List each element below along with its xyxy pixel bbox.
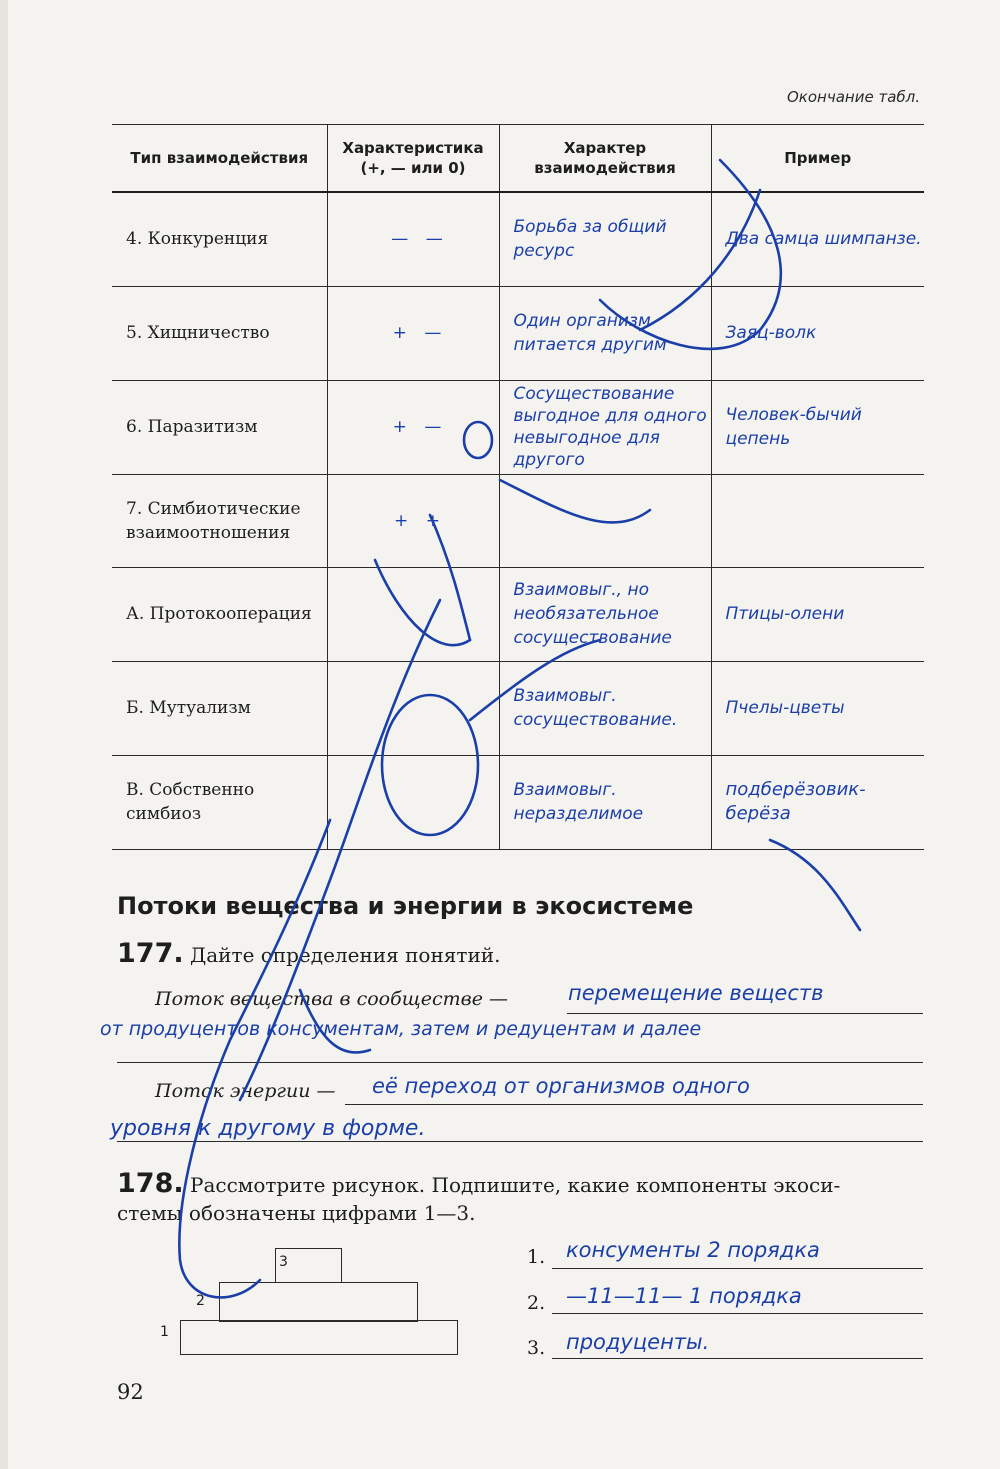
pyramid-label-1: 1 (160, 1324, 169, 1340)
cell-nature: Взаимовыг., но необязательное сосуществование (499, 567, 711, 661)
pen-stroke (770, 840, 860, 930)
answer-energy-line-2: уровня к другому в форме. (110, 1116, 426, 1141)
page-number: 92 (117, 1380, 144, 1404)
header-example: Пример (711, 125, 924, 193)
task-prompt-line-2: стемы обозначены цифрами 1—3. (117, 1201, 476, 1225)
answer-underline (345, 1104, 923, 1105)
pyramid-label-2: 2 (196, 1293, 205, 1309)
table-continuation-note: Окончание табл. (787, 88, 920, 106)
pyramid-label-3: 3 (279, 1254, 288, 1270)
table-row (112, 567, 924, 661)
answer-number: 2. (527, 1292, 546, 1314)
table-row (112, 192, 924, 286)
pyramid-level-2 (219, 1282, 418, 1322)
page-edge (0, 0, 8, 1469)
cell-type: В. Собственно симбиоз (112, 755, 327, 849)
interaction-table (112, 124, 924, 850)
definition-term-energy: Поток энергии — (155, 1080, 336, 1102)
cell-sign: + + (327, 474, 499, 567)
cell-example: Два самца шимпанзе. (711, 192, 924, 286)
cell-sign: + — (327, 380, 499, 474)
answer-number: 3. (527, 1337, 546, 1359)
table-row (112, 474, 924, 567)
table-header-row (112, 125, 924, 193)
table-row (112, 380, 924, 474)
answer-underline (552, 1313, 923, 1314)
cell-nature: Сосуществование выгодное для одного невыгодное для другого (499, 380, 711, 474)
header-sign: Характеристика (+, — или 0) (327, 125, 499, 193)
answer-component-2: —11—11— 1 порядка (566, 1284, 802, 1308)
cell-example: подберёзовик-берёза (711, 755, 924, 849)
cell-example: Заяц-волк (711, 286, 924, 380)
task-prompt-line-1: Рассмотрите рисунок. Подпишите, какие компоненты экоси- (189, 1173, 841, 1197)
pyramid-level-1 (180, 1320, 458, 1355)
cell-example (711, 474, 924, 567)
cell-type: 6. Паразитизм (112, 380, 327, 474)
table-row (112, 661, 924, 755)
task-number: 178. (117, 1168, 184, 1199)
cell-type: 7. Симбиотические взаимоотношения (112, 474, 327, 567)
header-type: Тип взаимодействия (112, 125, 327, 193)
task-number: 177. (117, 938, 184, 969)
cell-type: Б. Мутуализм (112, 661, 327, 755)
answer-energy-line-1: её переход от организмов одного (372, 1074, 750, 1098)
cell-type: 4. Конкуренция (112, 192, 327, 286)
answer-underline (567, 1013, 923, 1014)
cell-example: Человек-бычий цепень (711, 380, 924, 474)
cell-sign (327, 755, 499, 849)
cell-sign (327, 661, 499, 755)
answer-number: 1. (527, 1246, 546, 1268)
section-title: Потоки вещества и энергии в экосистеме (117, 892, 694, 920)
answer-underline (117, 1062, 923, 1063)
answer-component-3: продуценты. (566, 1330, 710, 1354)
cell-sign (327, 567, 499, 661)
cell-type: 5. Хищничество (112, 286, 327, 380)
cell-nature: Один организм питается другим (499, 286, 711, 380)
table-row (112, 755, 924, 849)
header-nature: Характер взаимодействия (499, 125, 711, 193)
cell-nature: Взаимовыг. неразделимое (499, 755, 711, 849)
answer-component-1: консументы 2 порядка (566, 1238, 820, 1262)
answer-matter-line-2: от продуцентов консументам, затем и редуцентам и далее (100, 1018, 702, 1040)
cell-nature (499, 474, 711, 567)
cell-sign: + — (327, 286, 499, 380)
task-prompt: Дайте определения понятий. (189, 943, 501, 967)
cell-type: А. Протокооперация (112, 567, 327, 661)
task-177-heading (117, 938, 501, 969)
answer-underline (552, 1268, 923, 1269)
answer-underline (552, 1358, 923, 1359)
answer-matter-line-1: перемещение веществ (568, 981, 824, 1005)
table-row (112, 286, 924, 380)
task-178-heading (117, 1170, 840, 1227)
cell-nature: Борьба за общий ресурс (499, 192, 711, 286)
cell-example: Птицы-олени (711, 567, 924, 661)
definition-term-matter: Поток вещества в сообществе — (155, 988, 508, 1010)
cell-sign: — — (327, 192, 499, 286)
cell-example: Пчелы-цветы (711, 661, 924, 755)
cell-nature: Взаимовыг. сосуществование. (499, 661, 711, 755)
answer-underline (117, 1141, 923, 1142)
